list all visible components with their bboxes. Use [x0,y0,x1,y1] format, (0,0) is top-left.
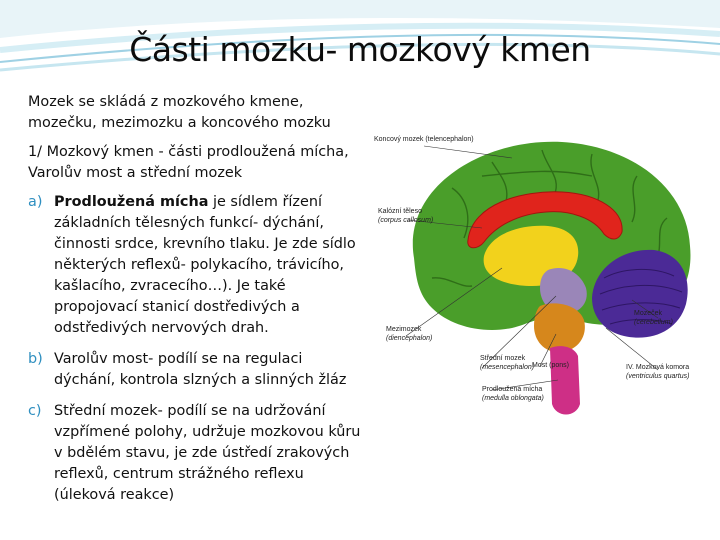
list-item-medulla [28,192,368,339]
list-item-midbrain [28,401,368,506]
list-marker: b) [28,351,43,367]
label-fourth-ventricle-latin: (ventriculus quartus) [626,373,690,380]
list-item-pons [28,349,368,391]
item-text: Varolův most- podílí se na regulaci dýchání, kontrola slzných a slinných žláz [54,351,347,388]
label-fourth-ventricle: IV. Mozková komora [626,364,690,371]
label-telencephalon: Koncový mozek (telencephalon) [374,136,474,143]
label-diencephalon: Mezimozek [386,326,422,333]
label-mesencephalon-latin: (mesencephalon) [480,364,535,371]
label-corpus-callosum: Kalózní těleso [378,208,422,215]
slide-body [28,92,368,516]
label-medulla: Prodloužená mícha [482,386,543,393]
label-pons: Most (pons) [532,362,569,369]
label-cerebellum: Mozeček [634,310,663,317]
label-mesencephalon: Střední mozek [480,355,526,362]
list-marker: c) [28,403,42,419]
intro-text: Mozek se skládá z mozkového kmene, mozečku, mezimozku a koncového mozku [28,94,331,131]
item-text: Střední mozek- podílí se na udržování vzpřímené polohy, udržuje mozkovou kůru v bdělém stavu, je zde ústředí zrakových reflexů, centrum strážného reflexu (úleková reakce) [54,403,361,503]
slide-title: Části mozku- mozkový kmen [129,30,591,69]
label-cerebellum-latin: (cerebellum) [634,319,673,326]
section-heading: 1/ Mozkový kmen - části prodloužená mícha, Varolův most a střední mozek [28,144,349,181]
item-term: Prodloužená mícha [54,194,209,210]
label-medulla-latin: (medulla oblongata) [482,395,544,402]
list-marker: a) [28,194,43,210]
brain-diagram [372,128,702,428]
brain-illustration [372,128,702,428]
item-text: je sídlem řízení základních tělesných funkcí- dýchání, činnosti srdce, krevního tlaku. Je zde sídlo některých reflexů- polykacího, trávicího, kašlacího, zvracecího…). Je také propojovací stanicí dostředivých a odstředivých nervových drah. [54,194,356,336]
label-diencephalon-latin: (diencephalon) [386,335,433,342]
label-corpus-callosum-latin: (corpus callosum) [378,217,434,224]
